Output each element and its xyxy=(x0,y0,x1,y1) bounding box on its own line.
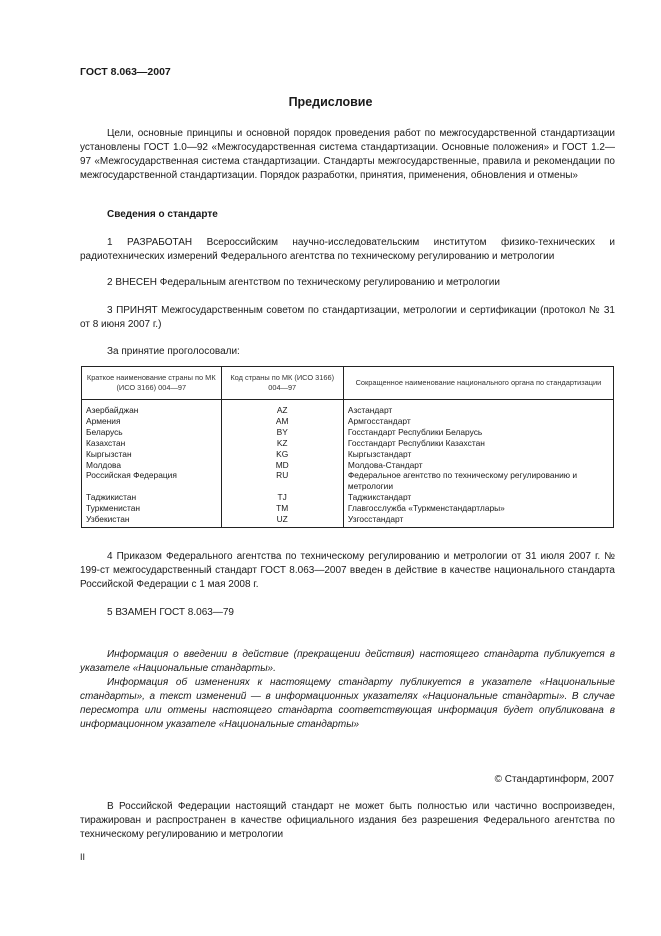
table-header-code: Код страны по МК (ИСО 3166) 004—97 xyxy=(221,367,343,400)
page-number: II xyxy=(80,852,86,862)
item-3-paragraph: 3 ПРИНЯТ Межгосударственным советом по стандартизации, метрологии и сертификации (протокол № 31 от 8 июня 2007 г.) xyxy=(80,305,615,330)
table-cell-body: Узгосстандарт xyxy=(343,514,613,527)
member-states-table xyxy=(81,366,614,528)
table-cell-code: KZ xyxy=(221,438,343,449)
notice-introduction: Информация о введении в действие (прекращении действия) настоящего стандарта публикуется в указателе «Национальные стандарты». xyxy=(80,649,615,674)
table-cell-body: Госстандарт Республики Казахстан xyxy=(343,438,613,449)
voted-label: За принятие проголосовали: xyxy=(107,346,240,357)
table-row xyxy=(82,427,614,438)
table-row xyxy=(82,492,614,503)
table-header-country: Краткое наименование страны по МК (ИСО 3166) 004—97 xyxy=(82,367,222,400)
table-cell-code: RU xyxy=(221,470,343,492)
table-cell-country: Кыргызстан xyxy=(82,449,222,460)
table-header-body: Сокращенное наименование национального органа по стандартизации xyxy=(355,378,602,387)
section-heading: Сведения о стандарте xyxy=(107,209,218,220)
table-cell-country: Армения xyxy=(82,416,222,427)
legal-paragraph: В Российской Федерации настоящий стандарт не может быть полностью или частично воспроизведен, тиражирован и распространен в качестве официального издания без разрешения Федерального агентства по техническому регулированию и метрологии xyxy=(80,801,615,840)
table-row xyxy=(82,470,614,492)
table-cell-country: Туркменистан xyxy=(82,503,222,514)
table-cell-code: MD xyxy=(221,460,343,471)
table-row xyxy=(82,438,614,449)
table-cell-body: Молдова-Стандарт xyxy=(343,460,613,471)
intro-paragraph: Цели, основные принципы и основной порядок проведения работ по межгосударственной стандартизации установлены ГОСТ 1.0—92 «Межгосударственная система стандартизации. Основные положения» и ГОСТ 1.2—97 «Межгосударственная система стандартизации. Стандарты межгосударственные, правила и рекомендации по межгосударственной стандартизации. Порядок разработки, принятия, применения, обновления и отмены» xyxy=(80,128,615,181)
table-cell-country: Российская Федерация xyxy=(82,470,222,492)
item-4-paragraph: 4 Приказом Федерального агентства по техническому регулированию и метрологии от 31 июля 2007 г. № 199-ст межгосударственный стандарт ГОСТ 8.063—2007 введен в действие в качестве национального стандарта Российской Федерации с 1 мая 2008 г. xyxy=(80,551,615,590)
table-cell-code: AZ xyxy=(221,400,343,416)
table-cell-body: Азстандарт xyxy=(343,400,613,416)
table-cell-code: KG xyxy=(221,449,343,460)
table-header-row xyxy=(82,367,614,400)
document-id-header: ГОСТ 8.063—2007 xyxy=(80,66,171,78)
table-cell-country: Узбекистан xyxy=(82,514,222,527)
table-cell-country: Азербайджан xyxy=(82,400,222,416)
item-5-paragraph: 5 ВЗАМЕН ГОСТ 8.063—79 xyxy=(107,607,234,618)
item-2-paragraph: 2 ВНЕСЕН Федеральным агентством по техническому регулированию и метрологии xyxy=(107,277,500,288)
item-1-paragraph: 1 РАЗРАБОТАН Всероссийским научно-исследовательским институтом физико-технических и радиотехнических измерений Федерального агентства по техническому регулированию и метрологии xyxy=(80,237,615,262)
table-cell-code: UZ xyxy=(221,514,343,527)
table-cell-body: Таджикстандарт xyxy=(343,492,613,503)
table-row xyxy=(82,400,614,416)
table-cell-body: Главгосслужба «Туркменстандартлары» xyxy=(343,503,613,514)
table-cell-code: AM xyxy=(221,416,343,427)
table-cell-code: BY xyxy=(221,427,343,438)
table-row xyxy=(82,503,614,514)
copyright-line: © Стандартинформ, 2007 xyxy=(494,774,614,785)
table-cell-country: Таджикистан xyxy=(82,492,222,503)
table-cell-country: Беларусь xyxy=(82,427,222,438)
table-row xyxy=(82,416,614,427)
table-cell-body: Армгосстандарт xyxy=(343,416,613,427)
page-title: Предисловие xyxy=(288,95,373,109)
table-cell-country: Казахстан xyxy=(82,438,222,449)
table-cell-code: TM xyxy=(221,503,343,514)
table-row xyxy=(82,460,614,471)
table-cell-body: Федеральное агентство по техническому регулированию и метрологии xyxy=(343,470,613,492)
table-row xyxy=(82,449,614,460)
notice-changes: Информация об изменениях к настоящему стандарту публикуется в указателе «Национальные стандарты», а текст изменений — в информационных указателях «Национальные стандарты». В случае пересмотра или отмены настоящего стандарта соответствующая информация будет опубликована в информационном указателе «Национальные стандарты» xyxy=(80,677,615,730)
table-row xyxy=(82,514,614,527)
table-cell-body: Госстандарт Республики Беларусь xyxy=(343,427,613,438)
table-cell-body: Кыргызстандарт xyxy=(343,449,613,460)
table-cell-country: Молдова xyxy=(82,460,222,471)
table-cell-code: TJ xyxy=(221,492,343,503)
